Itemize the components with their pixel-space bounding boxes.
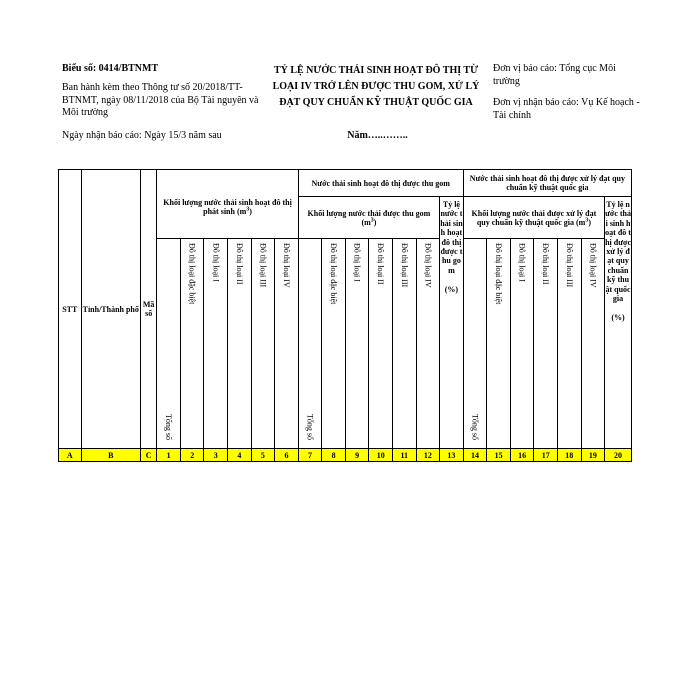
sub-col-label: Đô thị loại III xyxy=(258,243,268,288)
index-cell: 17 xyxy=(534,449,558,462)
report-year: Năm…..…….. xyxy=(347,130,408,141)
form-code: Biểu số: 0414/BTNMT xyxy=(62,63,159,74)
col-total-col xyxy=(298,239,322,449)
sub-col-label: Đô thị loại II xyxy=(234,243,244,285)
col-type4-col xyxy=(416,239,440,449)
index-cell: 3 xyxy=(204,449,228,462)
sub-col-label: Đô thị loại IV xyxy=(588,243,598,288)
col-province-header: Tỉnh/Thành phố xyxy=(81,170,140,449)
gen-type4-col xyxy=(275,239,299,449)
index-cell: 6 xyxy=(275,449,299,462)
gen-special-col xyxy=(180,239,204,449)
col-stt-header: STT xyxy=(59,170,82,449)
sub-col-label: Đô thị loại I xyxy=(352,243,362,282)
index-cell: 20 xyxy=(605,449,632,462)
col-special-col xyxy=(322,239,346,449)
sub-col-label: Đô thị loại I xyxy=(517,243,527,282)
sub-col-label: Đô thị loại đặc biệt xyxy=(494,243,504,305)
tr-type4-col xyxy=(581,239,605,449)
index-cell: 12 xyxy=(416,449,440,462)
rate-collected-header: Tỷ lệ nước thải sinh hoạt đô thị được thu gom (%) xyxy=(440,197,464,449)
gen-type2-col xyxy=(228,239,252,449)
rate-treated-header: Tỷ lệ nước thải sinh hoạt đô thị được xử lý đạt quy chuẩn kỹ thuật quốc gia (%) xyxy=(605,197,632,449)
reporting-unit: Đơn vị báo cáo: Tổng cục Môi trường xyxy=(493,63,616,87)
index-cell: 7 xyxy=(298,449,322,462)
index-row xyxy=(59,449,632,462)
sub-col-label: Tổng số xyxy=(470,414,480,440)
index-cell: C xyxy=(140,449,156,462)
index-cell: 8 xyxy=(322,449,346,462)
group-generated-header: Khối lượng nước thải sinh hoạt đô thị phát $\sinh (m^3)$ xyxy=(157,170,298,239)
issued-under-note: Ban hành kèm theo Thông tư số 20/2018/TT-BTNMT, ngày 08/11/2018 của Bộ Tài nguyên và Môi trường xyxy=(62,82,259,118)
sub-col-label: Đô thị loại III xyxy=(399,243,409,288)
report-title: TỶ LỆ NƯỚC THẢI SINH HOẠT ĐÔ THỊ TỪ LOẠI IV TRỞ LÊN ĐƯỢC THU GOM, XỬ LÝ ĐẠT QUY CHUẨN KỸ THUẬT QUỐC GIA xyxy=(272,65,480,108)
sub-col-label: Đô thị loại II xyxy=(376,243,386,285)
col-type1-col xyxy=(345,239,369,449)
gen-type1-col xyxy=(204,239,228,449)
sub-col-label: Tổng số xyxy=(164,414,174,440)
index-cell: 14 xyxy=(463,449,487,462)
index-cell: A xyxy=(59,449,82,462)
index-cell: 11 xyxy=(393,449,417,462)
group-treated-header: Nước thải sinh hoạt đô thị được xử lý đạt quy chuẩn kỹ thuật quốc gia xyxy=(463,170,631,197)
sub-col-label: Đô thị loại IV xyxy=(281,243,291,288)
tr-type2-col xyxy=(534,239,558,449)
index-cell: 15 xyxy=(487,449,511,462)
sub-col-label: Đô thị loại II xyxy=(541,243,551,285)
sub-col-label: Đô thị loại III xyxy=(564,243,574,288)
index-cell: 1 xyxy=(157,449,181,462)
tr-special-col xyxy=(487,239,511,449)
col-type2-col xyxy=(369,239,393,449)
index-cell: 19 xyxy=(581,449,605,462)
receiving-unit: Đơn vị nhận báo cáo: Vụ Kế hoạch - Tài chính xyxy=(493,97,640,121)
sub-col-label: Tổng số xyxy=(305,414,315,440)
index-cell: 9 xyxy=(345,449,369,462)
index-cell: 16 xyxy=(510,449,534,462)
index-cell: 5 xyxy=(251,449,275,462)
sub-col-label: Đô thị loại đặc biệt xyxy=(329,243,339,305)
tr-type3-col xyxy=(557,239,581,449)
gen-total-col xyxy=(157,239,181,449)
sub-col-label: Đô thị loại IV xyxy=(423,243,433,288)
index-cell: 4 xyxy=(228,449,252,462)
sub-col-label: Đô thị loại I xyxy=(211,243,221,282)
group-collected-header: Nước thải sinh hoạt đô thị được thu gom xyxy=(298,170,463,197)
col-type3-col xyxy=(393,239,417,449)
collected-volume-header: Khối lượng nước thải được thu gom $(m^3)$ xyxy=(298,197,439,239)
index-cell: 10 xyxy=(369,449,393,462)
index-cell: 18 xyxy=(557,449,581,462)
index-cell: 13 xyxy=(440,449,464,462)
sub-col-label: Đô thị loại đặc biệt xyxy=(187,243,197,305)
index-cell: B xyxy=(81,449,140,462)
tr-total-col xyxy=(463,239,487,449)
tr-type1-col xyxy=(510,239,534,449)
receive-date: Ngày nhận báo cáo: Ngày 15/3 năm sau xyxy=(62,130,222,141)
gen-type3-col xyxy=(251,239,275,449)
report-table xyxy=(58,169,632,462)
treated-volume-header: Khối lượng nước thải được xử lý đạt quy chuẩn kỹ thuật quốc gia $(m^3)$ xyxy=(463,197,604,239)
index-cell: 2 xyxy=(180,449,204,462)
col-code-header: Mã số xyxy=(140,170,156,449)
